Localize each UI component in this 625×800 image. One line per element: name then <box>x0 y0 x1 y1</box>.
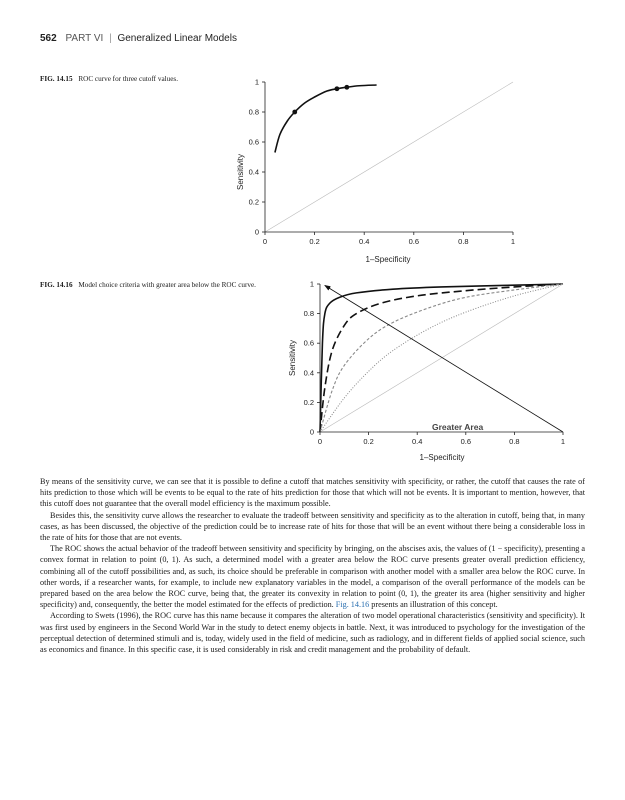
x-tick-label: 0 <box>317 437 323 446</box>
y-tick-label: 0 <box>309 427 314 437</box>
paragraph-text: presents an illustration of this concept. <box>371 600 498 610</box>
running-header <box>40 33 237 44</box>
figure-label: FIG. 14.16 <box>40 281 73 289</box>
figure-caption-text: ROC curve for three cutoff values. <box>78 75 179 83</box>
x-tick-label: 1 <box>560 437 566 446</box>
figure-caption-text: Model choice criteria with greater area below the ROC curve. <box>78 281 256 289</box>
y-tick-label: 0.6 <box>303 338 314 348</box>
x-tick-label: 0.4 <box>411 437 423 446</box>
arrow-line-series <box>325 285 563 432</box>
page-number: 562 <box>40 33 57 44</box>
x-axis-title: 1–Specificity <box>419 453 465 462</box>
chapter-title: Generalized Linear Models <box>117 33 237 44</box>
figure-label: FIG. 14.15 <box>40 75 73 83</box>
greater-area-annotation: Greater Area <box>432 422 484 432</box>
cutoff-point <box>335 86 340 91</box>
y-tick-label: 0 <box>254 227 259 237</box>
roc-chart-fig-14-15 <box>225 72 535 267</box>
cutoff-point <box>344 85 349 90</box>
x-tick-label: 0.6 <box>408 237 420 246</box>
x-tick-label: 0.4 <box>358 237 370 246</box>
y-tick-label: 1 <box>309 279 314 289</box>
header-separator: | <box>109 33 112 44</box>
y-axis-title: Sensitivity <box>236 153 245 191</box>
x-tick-label: 0.8 <box>458 237 469 246</box>
paragraph-text: The ROC shows the actual behavior of the tradeoff between sensitivity and specificity by bringing, on the abscises axis, the values of (1 − specificity), presenting a convex format in relation to point (0, 1). As such, a determined model with a greater area below the ROC curve presents greater overall prediction efficiency, combining all of the cutoff possibilities and, as such, its choice should be preferable in comparison with another model with a smaller area below the ROC curve. In other words, if a researcher wants, for example, to include new explanatory variables in the model, a comparison of the overall performance of the models can be prepared based on the area below the ROC curve, being that, the greater its convexity in relation to point (0, 1), the greater its area (higher sensitivity and higher specificity) and, consequently, the better the model estimated for the effects of prediction. <box>40 544 585 610</box>
paragraph: Besides this, the sensitivity curve allows the researcher to evaluate the tradeoff between sensitivity and specificity as to the alteration in cutoff, being that, in many cases, as has been discussed, the objective of the prediction could be to increase rate of hits for those that will be an event without there being a considerable loss in the rate of hits for those that are not events. <box>40 510 585 543</box>
roc-curve-series <box>275 85 377 153</box>
x-tick-label: 0.6 <box>460 437 472 446</box>
paragraph <box>40 543 585 610</box>
paragraph: By means of the sensitivity curve, we can see that it is possible to define a cutoff that matches sensitivity with specificity, or rather, the cutoff that causes the rate of hits prediction to those which will be events to be equal to the rate of hits prediction for those that which will not be events. It is important to mention, however, that this cutoff does not guarantee that the overall model efficiency is the maximum possible. <box>40 477 585 509</box>
x-tick-label: 0.8 <box>509 437 520 446</box>
y-tick-label: 0.8 <box>303 309 314 319</box>
x-axis-title: 1–Specificity <box>365 255 411 264</box>
paragraph: According to Swets (1996), the ROC curve has this name because it compares the alteration of two model operational characteristics (sensitivity and specificity). It was first used by engineers in the Second World War in the study to detect enemy objects in battle. Next, it was introduced to psychology for the investigation of the perceptual detection of determined stimuli and is, today, widely used in the field of medicine, such as radiology, and in different fields of applied social science, such as economics and finance. In this specific case, it is used considerably in risk and credit management and the probability of default. <box>40 611 585 655</box>
y-tick-label: 0.4 <box>303 368 314 378</box>
y-tick-label: 0.6 <box>248 137 259 147</box>
y-tick-label: 0.2 <box>248 197 259 207</box>
figure-14-16-caption <box>40 281 270 290</box>
x-tick-label: 0 <box>262 237 268 246</box>
figure-reference-link[interactable]: Fig. 14.16 <box>335 600 370 610</box>
y-tick-label: 0.8 <box>248 107 259 117</box>
x-tick-label: 0.2 <box>363 437 374 446</box>
y-tick-label: 0.4 <box>248 167 259 177</box>
y-tick-label: 0.2 <box>303 397 314 407</box>
y-tick-label: 1 <box>254 77 259 87</box>
y-axis-title: Sensitivity <box>288 339 297 377</box>
part-label: PART <box>65 33 92 44</box>
x-tick-label: 0.2 <box>309 237 320 246</box>
body-text <box>40 476 585 655</box>
cutoff-point <box>292 110 297 115</box>
part-number: VI <box>93 33 104 44</box>
roc-chart-fig-14-16 <box>275 274 575 464</box>
x-tick-label: 1 <box>510 237 516 246</box>
